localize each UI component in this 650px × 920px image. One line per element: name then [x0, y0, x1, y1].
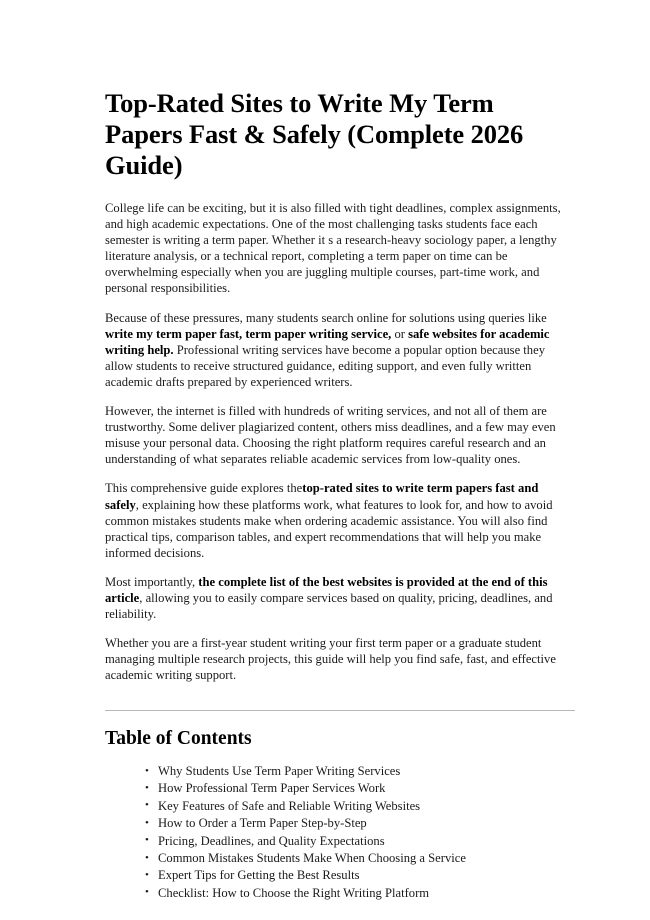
list-item[interactable]: • Pricing, Deadlines, and Quality Expectations — [145, 833, 575, 850]
paragraph-2 — [105, 297, 575, 390]
paragraph-4 — [105, 467, 575, 560]
document-content — [105, 0, 575, 683]
article-body — [105, 181, 575, 683]
emphasis-text: write my term paper fast, — [105, 326, 243, 341]
body-text: , allowing you to easily compare services based on quality, pricing, deadlines, and reliability. — [105, 590, 553, 622]
list-item[interactable]: • Common Mistakes Students Make When Choosing a Service — [145, 850, 575, 867]
page-title: Top-Rated Sites to Write My Term Papers Fast & Safely (Complete 2026 Guide) — [105, 88, 524, 180]
list-item[interactable]: • Key Features of Safe and Reliable Writing Websites — [145, 798, 575, 815]
section-divider — [105, 710, 575, 711]
body-text: Professional writing services have become a popular option because they allow students to receive structured guidance, editing support, and even fully written academic drafts prepared by experienced writers. — [105, 342, 545, 389]
body-text: or — [391, 326, 409, 341]
emphasis-text: term paper writing service, — [245, 326, 392, 341]
list-item[interactable]: • Expert Tips for Getting the Best Results — [145, 867, 575, 884]
body-text: Most importantly, — [105, 574, 199, 589]
list-item[interactable]: • How Professional Term Paper Services Work — [145, 780, 575, 797]
emphasis-text: top-rated sites to write term papers fast and safely — [105, 481, 539, 512]
emphasis-text: the complete list of the best websites is provided at the end of this article — [105, 574, 548, 605]
body-text: Because of these pressures, many students search online for solutions using queries like — [105, 310, 547, 325]
paragraph-6 — [105, 622, 575, 683]
body-text: College life can be exciting, but it is also filled with tight deadlines, complex assignments, and high academic expectations. One of the most challenging tasks students face each semester is writing a term paper. Whether it s a research-heavy sociology paper, a lengthy literature analysis, or a technical report, completing a term paper on time can be overwhelming especially when you are juggling multiple courses, part-time work, and personal responsibilities. — [105, 201, 561, 296]
paragraph-5 — [105, 561, 575, 622]
body-text: This comprehensive guide explores the — [105, 481, 303, 496]
table-of-contents-heading: Table of Contents — [105, 728, 252, 749]
body-text: Whether you are a first-year student writing your first term paper or a graduate student managing multiple research projects, this guide will help you find safe, fast, and effective academic writing support. — [105, 636, 556, 683]
table-of-contents-list — [145, 763, 575, 902]
paragraph-1 — [105, 181, 575, 297]
list-item[interactable]: • Why Students Use Term Paper Writing Services — [145, 763, 575, 780]
body-text: , explaining how these platforms work, what features to look for, and how to avoid common mistakes students make when ordering academic assistance. You will also find practical tips, comparison tables, and expert recommendations that will help you make informed decisions. — [105, 497, 553, 560]
emphasis-text: safe websites for academic writing help. — [105, 326, 550, 357]
paragraph-3 — [105, 390, 575, 467]
body-text: However, the internet is filled with hundreds of writing services, and not all of them are trustworthy. Some deliver plagiarized content, others miss deadlines, and a few may even misuse your personal data. Choosing the right platform requires careful research and an understanding of what separates reliable academic services from low-quality ones. — [105, 404, 556, 467]
list-item[interactable]: • How to Order a Term Paper Step-by-Step — [145, 815, 575, 832]
list-item[interactable]: • Checklist: How to Choose the Right Writing Platform — [145, 885, 575, 902]
